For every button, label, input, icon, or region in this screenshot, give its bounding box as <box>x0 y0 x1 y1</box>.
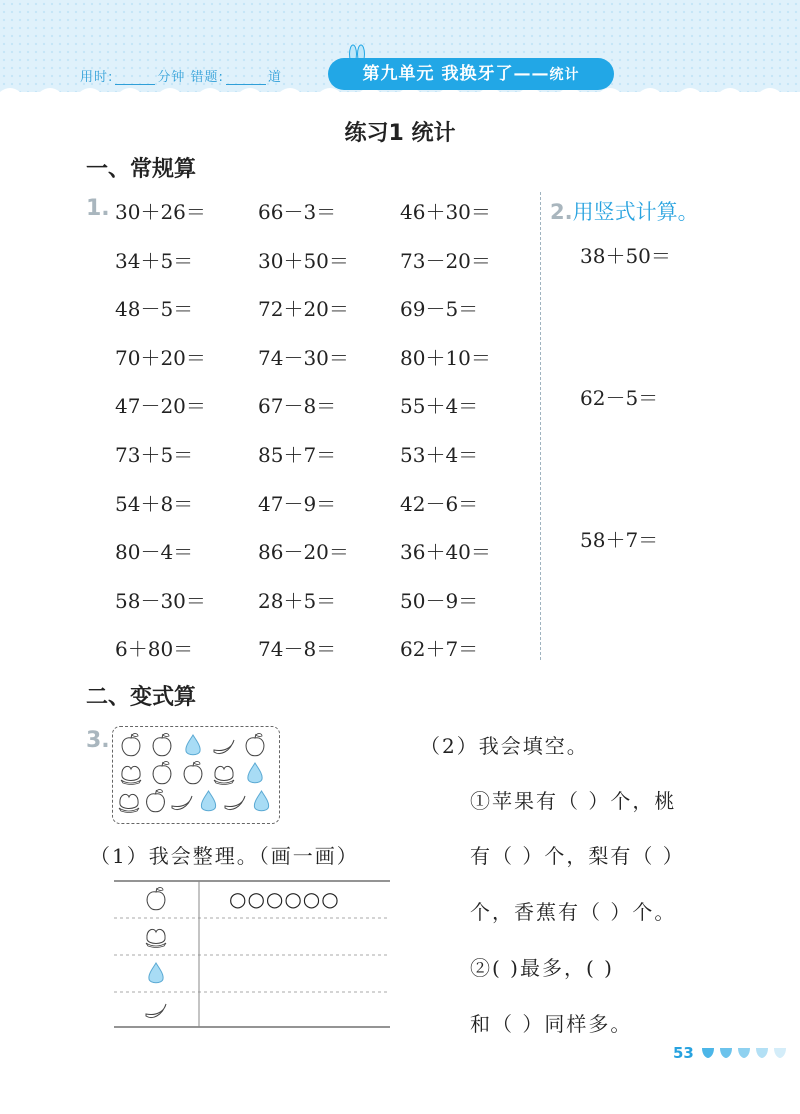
table-banana-icon <box>146 1004 166 1018</box>
q2-instruction: 用竖式计算。 <box>572 200 699 224</box>
q1-equation: 46＋30＝ <box>400 200 491 224</box>
apple-icon <box>147 789 165 811</box>
banana-icon <box>214 740 234 754</box>
q1-equation: 70＋20＝ <box>115 345 206 370</box>
q1-equation: 66－3＝ <box>258 200 337 224</box>
banana-icon <box>225 796 245 810</box>
q2-number: 2. <box>550 200 573 224</box>
fruit-tally-table <box>114 880 390 1028</box>
fill-line: 和（ ）同样多。 <box>470 1012 633 1036</box>
q3-part2-label: （2）我会填空。 <box>420 734 589 758</box>
unit-title: 第九单元 我换牙了 <box>362 64 514 84</box>
pear-icon <box>201 791 215 811</box>
q2-divider <box>540 192 541 660</box>
q1-equation: 53＋4＝ <box>400 443 479 467</box>
peach-icon <box>119 794 139 812</box>
q1-equation: 73＋5＝ <box>115 443 194 467</box>
header-meta <box>80 66 282 85</box>
table-peach-icon <box>146 929 166 947</box>
section2-heading: 二、变式算 <box>86 685 197 710</box>
q1-equation: 67－8＝ <box>258 394 337 419</box>
q3-part1-label: （1）我会整理。（画一画） <box>90 844 359 868</box>
q1-equation: 30＋26＝ <box>115 200 206 224</box>
q1-number: 1. <box>86 196 110 221</box>
minute-label: 分钟 <box>157 70 186 85</box>
page-title: 练习1 统计 <box>344 121 456 146</box>
q1-equation: 50－9＝ <box>400 588 479 613</box>
q2-item: 58＋7＝ <box>580 528 659 552</box>
time-blank[interactable] <box>115 72 155 85</box>
q3-number: 3. <box>86 728 110 753</box>
q1-equation: 74－8＝ <box>258 637 337 662</box>
errors-label: 错题: <box>190 70 224 85</box>
q1-equation: 47－20＝ <box>115 394 206 419</box>
table-pear-icon <box>149 963 163 983</box>
apple-icon <box>184 761 202 783</box>
pear-icon <box>248 763 262 783</box>
question-unit: 道 <box>267 70 282 85</box>
section1-heading: 一、常规算 <box>86 157 197 182</box>
q1-equation: 69－5＝ <box>400 297 479 322</box>
q1-equation: 6＋80＝ <box>115 637 194 662</box>
fill-line: ①苹果有（ ）个，桃 <box>470 789 677 813</box>
peach-icon <box>214 766 234 784</box>
unit-dash: —— <box>513 64 550 84</box>
q1-equation: 42－6＝ <box>400 491 479 516</box>
fill-line: 有（ ）个，梨有（ ） <box>470 844 685 868</box>
banana-icon <box>172 796 192 810</box>
apple-icon <box>153 733 171 755</box>
pear-icon <box>186 735 200 755</box>
unit-sub: 统计 <box>549 67 580 83</box>
q1-equation: 73－20＝ <box>400 248 491 273</box>
footer-drops-icon <box>700 1046 792 1060</box>
fruit-picture-box <box>112 726 280 824</box>
page-number: 53 <box>673 1044 694 1062</box>
tally-marks: ○○○○○○ <box>229 887 340 911</box>
apple-icon <box>122 733 140 755</box>
q1-equation: 54＋8＝ <box>115 491 194 516</box>
q1-equation: 80－4＝ <box>115 540 194 565</box>
q2-item: 38＋50＝ <box>580 244 671 268</box>
q1-equation: 72＋20＝ <box>258 297 349 322</box>
q1-equation: 36＋40＝ <box>400 540 491 565</box>
q1-equation: 55＋4＝ <box>400 394 479 419</box>
q1-equation: 86－20＝ <box>258 540 349 565</box>
q2-item: 62－5＝ <box>580 386 659 410</box>
q1-equation: 80＋10＝ <box>400 345 491 370</box>
q1-equation: 48－5＝ <box>115 297 194 322</box>
q1-equation: 30＋50＝ <box>258 248 349 273</box>
pear-icon <box>254 791 268 811</box>
table-apple-icon <box>147 887 165 909</box>
q2-title <box>550 196 699 226</box>
q1-equation: 58－30＝ <box>115 588 206 613</box>
fill-line: 个，香蕉有（ ）个。 <box>470 900 677 924</box>
q1-equation: 62＋7＝ <box>400 637 479 662</box>
time-label: 用时: <box>80 70 114 85</box>
apple-icon <box>153 761 171 783</box>
q1-equation: 28＋5＝ <box>258 588 337 613</box>
errors-blank[interactable] <box>226 72 266 85</box>
peach-icon <box>121 766 141 784</box>
fill-line: ②( )最多，( ) <box>470 956 614 980</box>
q1-equation: 47－9＝ <box>258 491 337 516</box>
q1-equation: 34＋5＝ <box>115 248 194 273</box>
fruit-grid <box>113 727 279 823</box>
unit-title-pill <box>328 58 614 90</box>
q1-equation: 85＋7＝ <box>258 443 337 467</box>
apple-icon <box>246 733 264 755</box>
q1-equation: 74－30＝ <box>258 345 349 370</box>
